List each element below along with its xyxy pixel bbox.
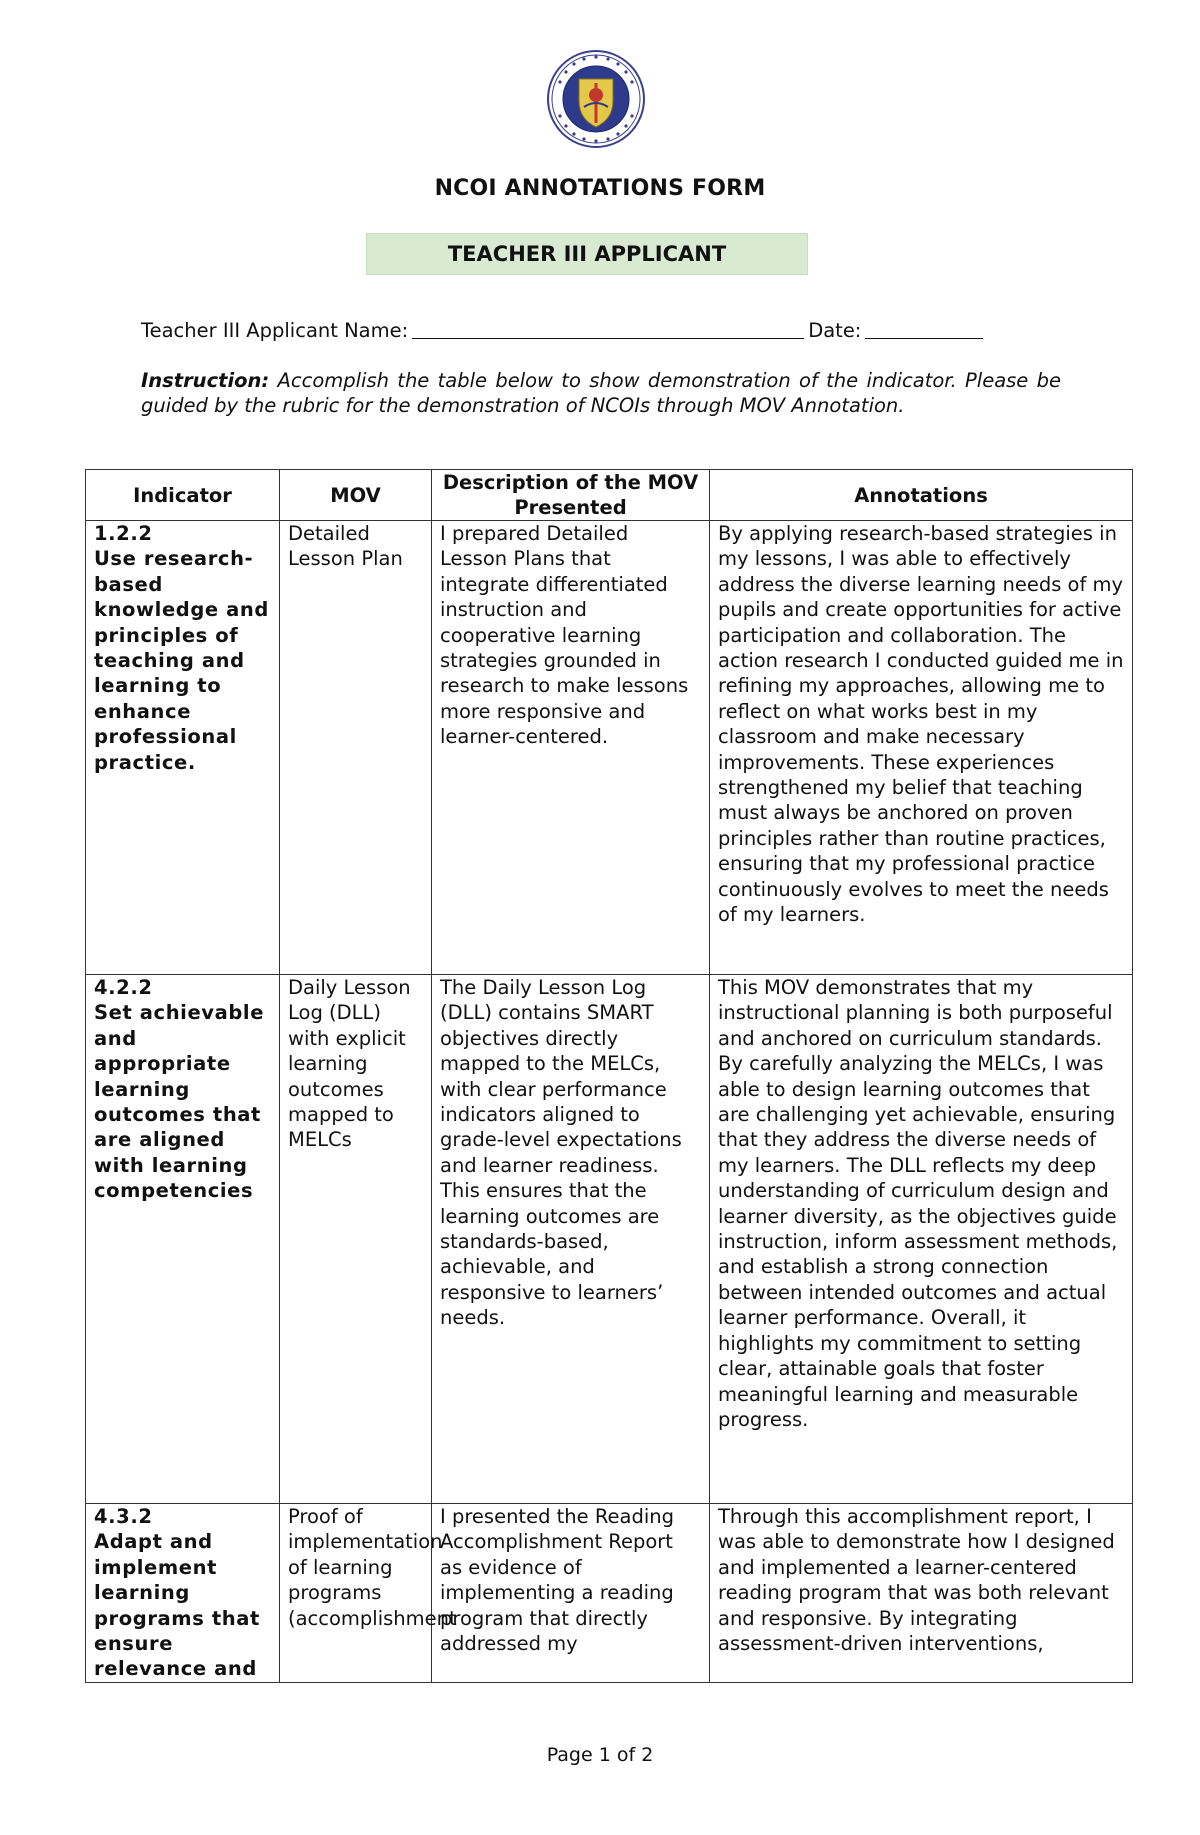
mov-cell: Detailed Lesson Plan bbox=[280, 521, 432, 975]
name-label: Teacher III Applicant Name: bbox=[141, 319, 409, 342]
indicator-cell bbox=[86, 975, 280, 1504]
indicator-text: Set achievable and appropriate learning outcomes that are aligned with learning competencies bbox=[94, 1001, 265, 1203]
indicator-cell bbox=[86, 521, 280, 975]
table-row bbox=[86, 975, 1133, 1504]
mov-cell: Daily Lesson Log (DLL) with explicit learning outcomes mapped to MELCs bbox=[280, 975, 432, 1504]
applicant-banner-text: TEACHER III APPLICANT bbox=[447, 242, 727, 266]
indicator-code: 4.3.2 bbox=[94, 1505, 153, 1528]
table-row bbox=[86, 1504, 1133, 1683]
indicator-code: 1.2.2 bbox=[94, 522, 153, 545]
mov-cell: Proof of implementation of learning programs (accomplishment bbox=[280, 1504, 432, 1683]
page-number: Page 1 of 2 bbox=[546, 1744, 654, 1766]
annotation-cell: Through this accomplishment report, I was able to demonstrate how I designed and implemented a learner-centered reading program that was both relevant and responsive. By integrating assessment-driven interventions, bbox=[710, 1504, 1133, 1683]
instruction-label: Instruction: bbox=[141, 369, 270, 392]
header-annotations: Annotations bbox=[710, 470, 1133, 521]
description-cell: I presented the Reading Accomplishment Report as evidence of implementing a reading program that directly addressed my bbox=[432, 1504, 710, 1683]
instruction-text: Accomplish the table below to show demonstration of the indicator. Please be guided by the rubric for the demonstration of NCOIs through MOV Annotation. bbox=[141, 369, 1061, 417]
indicator-text: Adapt and implement learning programs that ensure relevance and bbox=[94, 1530, 260, 1681]
annotation-cell: By applying research-based strategies in my lessons, I was able to effectively address the diverse learning needs of my pupils and create opportunities for active participation and collaboration. The action research I conducted guided me in refining my approaches, allowing me to reflect on what works best in my classroom and make necessary improvements. These experiences strengthened my belief that teaching must always be anchored on proven principles rather than routine practices, ensuring that my professional practice continuously evolves to meet the needs of my learners. bbox=[710, 521, 1133, 975]
date-blank-field[interactable] bbox=[865, 318, 983, 339]
description-cell: I prepared Detailed Lesson Plans that integrate differentiated instruction and cooperative learning strategies grounded in research to make lessons more responsive and learner-centered. bbox=[432, 521, 710, 975]
indicator-code: 4.2.2 bbox=[94, 976, 153, 999]
applicant-info-line bbox=[141, 318, 1061, 342]
applicant-banner bbox=[366, 233, 808, 275]
header-mov: MOV bbox=[280, 470, 432, 521]
form-title: NCOI ANNOTATIONS FORM bbox=[434, 176, 766, 201]
annotations-table bbox=[85, 469, 1133, 1683]
header-indicator: Indicator bbox=[86, 470, 280, 521]
date-label: Date: bbox=[808, 319, 862, 342]
description-cell: The Daily Lesson Log (DLL) contains SMART objectives directly mapped to the MELCs, with clear performance indicators aligned to grade-level expectations and learner readiness. This ensures that the learning outcomes are standards-based, achievable, and responsive to learners’ needs. bbox=[432, 975, 710, 1504]
header-description: Description of the MOV Presented bbox=[432, 470, 710, 521]
indicator-cell bbox=[86, 1504, 280, 1683]
indicator-text: Use research-based knowledge and principles of teaching and learning to enhance professional practice. bbox=[94, 547, 269, 774]
name-blank-field[interactable] bbox=[412, 318, 804, 339]
table-header-row bbox=[86, 470, 1133, 521]
deped-seal-logo bbox=[546, 49, 646, 149]
instruction-paragraph bbox=[141, 368, 1061, 418]
table-row bbox=[86, 521, 1133, 975]
annotation-cell: This MOV demonstrates that my instructional planning is both purposeful and anchored on curriculum standards. By carefully analyzing the MELCs, I was able to design learning outcomes that are challenging yet achievable, ensuring that they address the diverse needs of my learners. The DLL reflects my deep understanding of curriculum design and learner diversity, as the objectives guide instruction, inform assessment methods, and establish a strong connection between intended outcomes and actual learner performance. Overall, it highlights my commitment to setting clear, attainable goals that foster meaningful learning and measurable progress. bbox=[710, 975, 1133, 1504]
